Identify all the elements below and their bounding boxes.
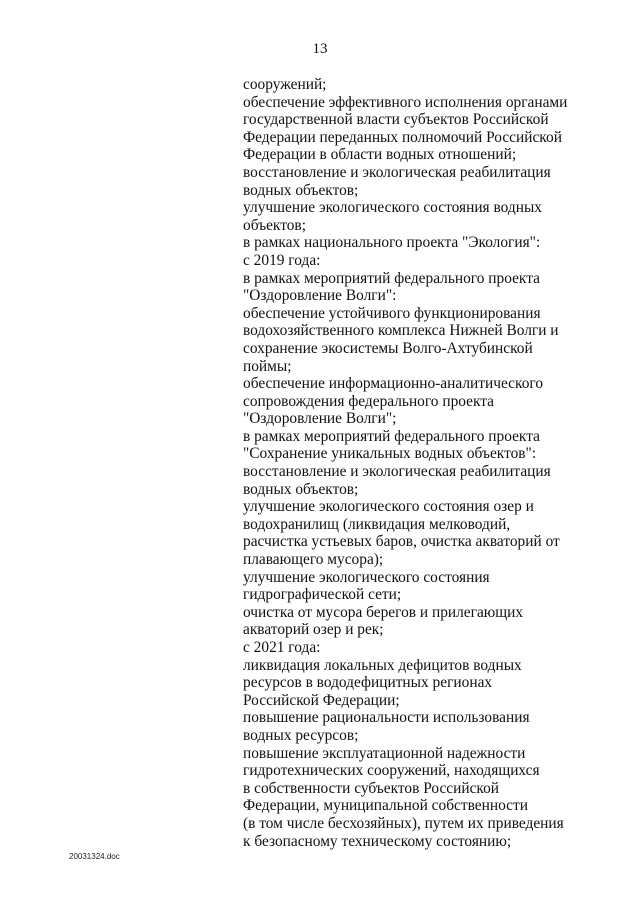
text-line: "Оздоровление Волги": [243, 287, 397, 305]
text-line: водных объектов; [243, 181, 359, 199]
text-line: объектов; [243, 216, 306, 234]
text-line: к безопасному техническому состоянию; [243, 832, 512, 850]
text-line: улучшение экологического состояния водных [243, 199, 542, 217]
text-line: ресурсов в вододефицитных регионах [243, 674, 493, 692]
document-body [243, 76, 573, 850]
text-line: водохранилищ (ликвидация мелководий, [243, 515, 511, 533]
text-line: в рамках мероприятий федерального проекта [243, 427, 540, 445]
text-line: акваторий озер и рек; [243, 621, 384, 639]
text-line: поймы; [243, 357, 292, 375]
text-line: восстановление и экологическая реабилитация [243, 463, 551, 481]
document-filename: 20031324.doc [69, 852, 120, 861]
text-line: в рамках национального проекта "Экология": [243, 234, 541, 252]
text-line: очистка от мусора берегов и прилегающих [243, 603, 524, 621]
text-line: Федерации переданных полномочий Российской [243, 128, 562, 146]
text-line: Федерации в области водных отношений; [243, 146, 517, 164]
text-line: водохозяйственного комплекса Нижней Волги и [243, 322, 559, 340]
page-number: 13 [312, 41, 328, 57]
text-line: в рамках мероприятий федерального проекта [243, 269, 540, 287]
text-line: сооружений; [243, 76, 327, 93]
text-line: сопровождения федерального проекта [243, 392, 495, 410]
text-line: "Оздоровление Волги"; [243, 410, 397, 428]
text-line: обеспечение устойчивого функционирования [243, 304, 541, 322]
text-line: государственной власти субъектов Российской [243, 111, 549, 129]
text-line: водных ресурсов; [243, 726, 359, 744]
text-line: повышение эксплуатационной надежности [243, 744, 526, 762]
text-line: улучшение экологического состояния озер и [243, 498, 534, 516]
text-line: с 2019 года: [243, 251, 321, 269]
text-line: Российской Федерации; [243, 691, 400, 709]
text-line: (в том числе бесхозяйных), путем их приведения [243, 814, 564, 832]
text-line: сохранение экосистемы Волго-Ахтубинской [243, 339, 533, 357]
text-line: гидротехнических сооружений, находящихся [243, 762, 540, 780]
text-line: повышение рациональности использования [243, 709, 530, 727]
text-line: восстановление и экологическая реабилитация [243, 163, 551, 181]
text-line: с 2021 года: [243, 639, 321, 656]
text-line: гидрографической сети; [243, 586, 402, 604]
text-line: Федерации, муниципальной собственности [243, 797, 528, 815]
text-line: водных объектов; [243, 480, 359, 498]
text-line: расчистка устьевых баров, очистка акваторий от [243, 533, 560, 551]
text-line: ликвидация локальных дефицитов водных [243, 656, 522, 674]
text-line: обеспечение эффективного исполнения органами [243, 93, 568, 111]
text-line: в собственности субъектов Российской [243, 779, 500, 797]
text-line: "Сохранение уникальных водных объектов": [243, 445, 537, 463]
text-line: плавающего мусора); [243, 551, 384, 569]
text-line: обеспечение информационно-аналитического [243, 375, 544, 393]
text-line: улучшение экологического состояния [243, 568, 490, 586]
